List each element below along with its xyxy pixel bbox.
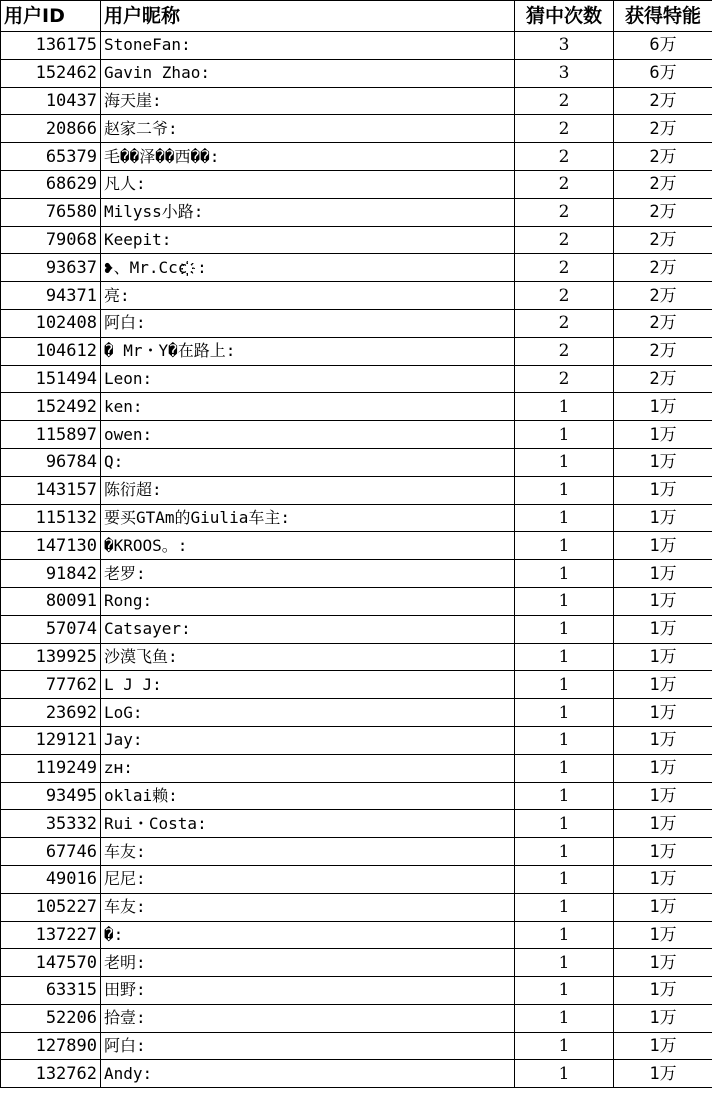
correct-guesses-cell: 2 <box>515 198 614 226</box>
user-id-cell: 129121 <box>1 726 101 754</box>
correct-guesses-cell: 1 <box>515 1060 614 1088</box>
user-id-cell: 91842 <box>1 560 101 588</box>
correct-guesses-cell: 2 <box>515 87 614 115</box>
table-header <box>1 1 712 32</box>
correct-guesses-cell: 1 <box>515 476 614 504</box>
user-id-cell: 80091 <box>1 587 101 615</box>
prize-cell: 1万 <box>614 977 712 1005</box>
user-id-cell: 93495 <box>1 782 101 810</box>
table-row <box>1 448 712 476</box>
correct-guesses-cell: 2 <box>515 337 614 365</box>
user-id-cell: 147130 <box>1 532 101 560</box>
column-header-correct-guesses: 猜中次数 <box>515 1 614 32</box>
table-row <box>1 143 712 171</box>
nickname-cell: ❥、Mr.Ccc҉҉҉҉҉҉҉҉ : <box>101 254 515 282</box>
user-id-cell: 143157 <box>1 476 101 504</box>
correct-guesses-cell: 2 <box>515 170 614 198</box>
correct-guesses-cell: 1 <box>515 865 614 893</box>
table-row <box>1 560 712 588</box>
prize-cell: 1万 <box>614 393 712 421</box>
prize-cell: 1万 <box>614 893 712 921</box>
correct-guesses-cell: 2 <box>515 365 614 393</box>
user-id-cell: 136175 <box>1 32 101 60</box>
correct-guesses-cell: 1 <box>515 532 614 560</box>
table-row <box>1 59 712 87</box>
table-row <box>1 726 712 754</box>
table-body <box>1 32 712 1088</box>
nickname-cell: Leon: <box>101 365 515 393</box>
table-row <box>1 198 712 226</box>
user-id-cell: 35332 <box>1 810 101 838</box>
user-id-cell: 65379 <box>1 143 101 171</box>
prize-cell: 6万 <box>614 32 712 60</box>
user-id-cell: 132762 <box>1 1060 101 1088</box>
prize-cell: 1万 <box>614 448 712 476</box>
column-header-nickname: 用户昵称 <box>101 1 515 32</box>
nickname-cell: 老罗: <box>101 560 515 588</box>
table-row <box>1 893 712 921</box>
nickname-cell: Q: <box>101 448 515 476</box>
correct-guesses-cell: 2 <box>515 115 614 143</box>
prize-cell: 2万 <box>614 170 712 198</box>
nickname-cell: ken: <box>101 393 515 421</box>
prize-cell: 2万 <box>614 337 712 365</box>
correct-guesses-cell: 1 <box>515 1032 614 1060</box>
user-id-cell: 63315 <box>1 977 101 1005</box>
prize-cell: 2万 <box>614 87 712 115</box>
table-row <box>1 1060 712 1088</box>
correct-guesses-cell: 1 <box>515 560 614 588</box>
prize-cell: 1万 <box>614 949 712 977</box>
user-id-cell: 57074 <box>1 615 101 643</box>
prize-cell: 2万 <box>614 309 712 337</box>
table-row <box>1 1032 712 1060</box>
nickname-cell: 亮: <box>101 282 515 310</box>
prize-cell: 1万 <box>614 782 712 810</box>
nickname-cell: 尼尼: <box>101 865 515 893</box>
prize-cell: 2万 <box>614 226 712 254</box>
table-row <box>1 87 712 115</box>
nickname-cell: �KROOS。: <box>101 532 515 560</box>
nickname-cell: L J J: <box>101 671 515 699</box>
table-row <box>1 393 712 421</box>
nickname-cell: 要买GTAm的Giulia车主: <box>101 504 515 532</box>
user-id-cell: 96784 <box>1 448 101 476</box>
user-id-cell: 119249 <box>1 754 101 782</box>
table-row <box>1 254 712 282</box>
nickname-cell: Rui・Costa: <box>101 810 515 838</box>
user-id-cell: 104612 <box>1 337 101 365</box>
user-id-cell: 115897 <box>1 421 101 449</box>
table-row <box>1 977 712 1005</box>
user-id-cell: 68629 <box>1 170 101 198</box>
nickname-cell: StoneFan: <box>101 32 515 60</box>
table-row <box>1 170 712 198</box>
user-id-cell: 152462 <box>1 59 101 87</box>
table-row <box>1 865 712 893</box>
nickname-cell: 老明: <box>101 949 515 977</box>
user-id-cell: 10437 <box>1 87 101 115</box>
nickname-cell: ᴢʜ: <box>101 754 515 782</box>
correct-guesses-cell: 3 <box>515 32 614 60</box>
prize-cell: 1万 <box>614 587 712 615</box>
table-row <box>1 337 712 365</box>
table-row <box>1 309 712 337</box>
prize-cell: 2万 <box>614 198 712 226</box>
user-id-cell: 49016 <box>1 865 101 893</box>
correct-guesses-cell: 1 <box>515 977 614 1005</box>
prize-cell: 1万 <box>614 671 712 699</box>
prize-cell: 1万 <box>614 532 712 560</box>
correct-guesses-cell: 1 <box>515 1004 614 1032</box>
table-row <box>1 365 712 393</box>
prize-cell: 2万 <box>614 254 712 282</box>
user-id-cell: 23692 <box>1 699 101 727</box>
table-row <box>1 615 712 643</box>
prize-cell: 1万 <box>614 921 712 949</box>
nickname-cell: 陈衍超: <box>101 476 515 504</box>
prize-cell: 1万 <box>614 643 712 671</box>
nickname-cell: Jay: <box>101 726 515 754</box>
user-id-cell: 20866 <box>1 115 101 143</box>
prize-cell: 2万 <box>614 115 712 143</box>
table-row <box>1 838 712 866</box>
table-row <box>1 643 712 671</box>
prize-cell: 1万 <box>614 1032 712 1060</box>
correct-guesses-cell: 1 <box>515 587 614 615</box>
prize-cell: 1万 <box>614 838 712 866</box>
nickname-cell: 车友: <box>101 893 515 921</box>
correct-guesses-cell: 1 <box>515 699 614 727</box>
user-id-cell: 115132 <box>1 504 101 532</box>
correct-guesses-cell: 1 <box>515 615 614 643</box>
user-id-cell: 77762 <box>1 671 101 699</box>
column-header-user-id: 用户ID <box>1 1 101 32</box>
user-id-cell: 52206 <box>1 1004 101 1032</box>
correct-guesses-cell: 1 <box>515 421 614 449</box>
nickname-cell: 田野: <box>101 977 515 1005</box>
table-row <box>1 699 712 727</box>
prize-cell: 1万 <box>614 504 712 532</box>
correct-guesses-cell: 1 <box>515 643 614 671</box>
prize-cell: 1万 <box>614 865 712 893</box>
user-id-cell: 151494 <box>1 365 101 393</box>
correct-guesses-cell: 1 <box>515 921 614 949</box>
correct-guesses-cell: 2 <box>515 143 614 171</box>
nickname-cell: Milyss小路: <box>101 198 515 226</box>
table-row <box>1 476 712 504</box>
table-row <box>1 949 712 977</box>
prize-cell: 1万 <box>614 476 712 504</box>
user-id-cell: 137227 <box>1 921 101 949</box>
nickname-cell: 拾壹: <box>101 1004 515 1032</box>
correct-guesses-cell: 1 <box>515 393 614 421</box>
correct-guesses-cell: 1 <box>515 810 614 838</box>
nickname-cell: owen: <box>101 421 515 449</box>
correct-guesses-cell: 1 <box>515 671 614 699</box>
user-id-cell: 147570 <box>1 949 101 977</box>
nickname-cell: 沙漠飞鱼: <box>101 643 515 671</box>
prize-cell: 2万 <box>614 282 712 310</box>
prize-cell: 1万 <box>614 421 712 449</box>
table-row <box>1 671 712 699</box>
nickname-cell: �: <box>101 921 515 949</box>
user-id-cell: 79068 <box>1 226 101 254</box>
user-id-cell: 76580 <box>1 198 101 226</box>
correct-guesses-cell: 1 <box>515 782 614 810</box>
nickname-cell: � Mr・Y�在路上: <box>101 337 515 365</box>
correct-guesses-cell: 1 <box>515 754 614 782</box>
correct-guesses-cell: 1 <box>515 949 614 977</box>
correct-guesses-cell: 2 <box>515 226 614 254</box>
correct-guesses-cell: 1 <box>515 504 614 532</box>
nickname-cell: 阿白: <box>101 309 515 337</box>
header-row <box>1 1 712 32</box>
correct-guesses-cell: 1 <box>515 726 614 754</box>
column-header-prize: 获得特能 <box>614 1 712 32</box>
correct-guesses-cell: 2 <box>515 282 614 310</box>
table-row <box>1 921 712 949</box>
nickname-cell: LoG: <box>101 699 515 727</box>
prize-cell: 2万 <box>614 143 712 171</box>
nickname-cell: 毛��泽��西��: <box>101 143 515 171</box>
table-row <box>1 587 712 615</box>
table-row <box>1 810 712 838</box>
nickname-cell: Keepit: <box>101 226 515 254</box>
user-id-cell: 102408 <box>1 309 101 337</box>
nickname-cell: 车友: <box>101 838 515 866</box>
correct-guesses-cell: 1 <box>515 838 614 866</box>
correct-guesses-cell: 3 <box>515 59 614 87</box>
nickname-cell: 海天崖: <box>101 87 515 115</box>
prize-cell: 6万 <box>614 59 712 87</box>
table-row <box>1 115 712 143</box>
prize-cell: 1万 <box>614 615 712 643</box>
user-id-cell: 93637 <box>1 254 101 282</box>
prize-cell: 1万 <box>614 699 712 727</box>
correct-guesses-cell: 1 <box>515 893 614 921</box>
user-id-cell: 94371 <box>1 282 101 310</box>
table-row <box>1 226 712 254</box>
nickname-cell: Andy: <box>101 1060 515 1088</box>
table-row <box>1 754 712 782</box>
user-id-cell: 67746 <box>1 838 101 866</box>
nickname-cell: 赵家二爷: <box>101 115 515 143</box>
nickname-cell: oklai赖: <box>101 782 515 810</box>
nickname-cell: Gavin Zhao: <box>101 59 515 87</box>
nickname-cell: 凡人: <box>101 170 515 198</box>
correct-guesses-cell: 2 <box>515 254 614 282</box>
correct-guesses-cell: 1 <box>515 448 614 476</box>
nickname-cell: Catsayer: <box>101 615 515 643</box>
table-row <box>1 32 712 60</box>
prize-cell: 1万 <box>614 1060 712 1088</box>
table-row <box>1 282 712 310</box>
user-id-cell: 105227 <box>1 893 101 921</box>
table-row <box>1 421 712 449</box>
user-id-cell: 127890 <box>1 1032 101 1060</box>
prize-cell: 1万 <box>614 810 712 838</box>
table-row <box>1 782 712 810</box>
nickname-cell: Rong: <box>101 587 515 615</box>
user-id-cell: 139925 <box>1 643 101 671</box>
prize-cell: 1万 <box>614 560 712 588</box>
prize-cell: 1万 <box>614 1004 712 1032</box>
prize-cell: 1万 <box>614 726 712 754</box>
table-row <box>1 504 712 532</box>
nickname-cell: 阿白: <box>101 1032 515 1060</box>
prize-cell: 2万 <box>614 365 712 393</box>
correct-guesses-cell: 2 <box>515 309 614 337</box>
table-row <box>1 532 712 560</box>
user-id-cell: 152492 <box>1 393 101 421</box>
table-row <box>1 1004 712 1032</box>
prize-cell: 1万 <box>614 754 712 782</box>
